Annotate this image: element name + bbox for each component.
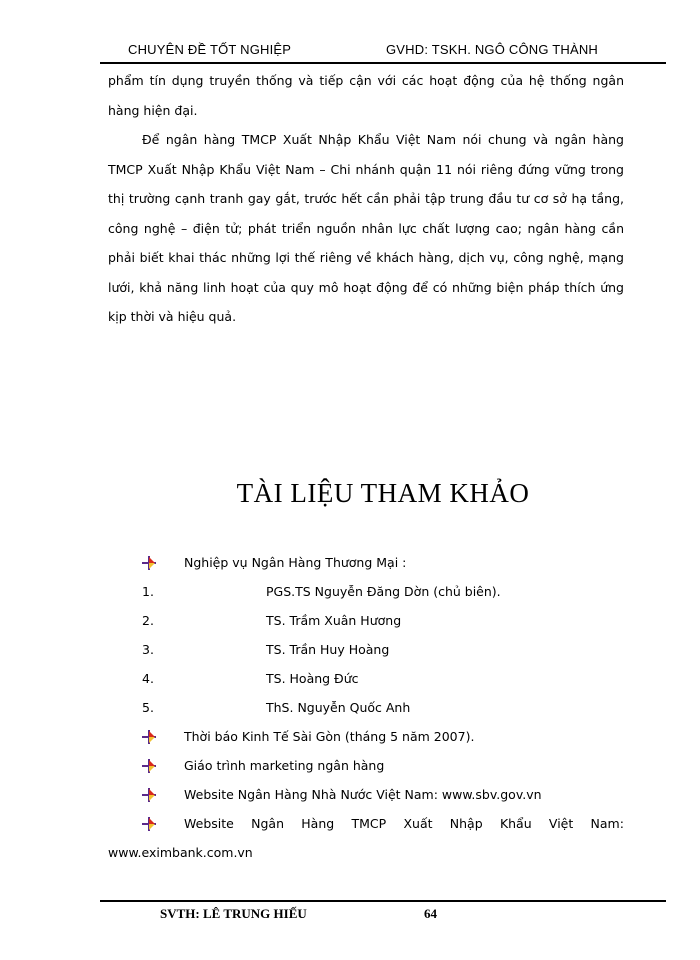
reference-item — [108, 722, 624, 751]
author-number: 4. — [142, 671, 154, 686]
author-name: PGS.TS Nguyễn Đăng Dờn (chủ biên). — [266, 584, 501, 599]
author-name: TS. Trần Huy Hoàng — [266, 642, 390, 657]
page-footer — [0, 906, 700, 926]
page-number: 64 — [424, 906, 437, 921]
arrow-bullet-icon — [142, 730, 156, 744]
reference-word: Hàng — [301, 816, 335, 831]
arrow-bullet-icon — [142, 788, 156, 802]
reference-word: Nam: — [590, 816, 624, 831]
author-row — [108, 606, 624, 635]
reference-text: Website Ngân Hàng Nhà Nước Việt Nam: www.sbv.gov.vn — [184, 787, 542, 802]
footer-author: SVTH: LÊ TRUNG HIẾU — [160, 906, 307, 921]
author-row — [108, 577, 624, 606]
header-thesis-label: CHUYÊN ĐỀ TỐT NGHIỆP — [128, 42, 292, 57]
references-title: TÀI LIỆU THAM KHẢO — [236, 478, 530, 508]
page-header — [100, 40, 666, 62]
reference-item — [108, 751, 624, 780]
reference-continuation: www.eximbank.com.vn — [108, 845, 253, 860]
arrow-bullet-icon — [142, 556, 156, 570]
header-rule — [100, 62, 666, 64]
reference-word: Ngân — [251, 816, 284, 831]
author-number: 1. — [142, 584, 154, 599]
body-paragraph-1: phẩm tín dụng truyền thống và tiếp cận với các hoạt động của hệ thống ngân hàng hiện đại. — [108, 73, 624, 118]
reference-word: Khẩu — [499, 816, 532, 831]
reference-text: Nghiệp vụ Ngân Hàng Thương Mại : — [184, 555, 407, 570]
author-number: 3. — [142, 642, 154, 657]
reference-word: TMCP — [351, 816, 387, 831]
reference-text: Giáo trình marketing ngân hàng — [184, 758, 385, 773]
author-name: TS. Trầm Xuân Hương — [266, 613, 402, 628]
body-paragraph-2: Để ngân hàng TMCP Xuất Nhập Khẩu Việt Nam nói chung và ngân hàng TMCP Xuất Nhập Khẩu Việt Nam – Chi nhánh quận 11 nói riêng đứng vững trong thị trường cạnh tranh gay gắt, trước hết cần phải tập trung đầu tư cơ sở hạ tầng, công nghệ – điện tử; phát triển nguồn nhân lực chất lượng cao; ngân hàng cần phải biết khai thác những lợi thế riêng về khách hàng, dịch vụ, công nghệ, mạng lưới, khả năng linh hoạt của quy mô hoạt động để có những biện pháp thích ứng kịp thời và hiệu quả. — [108, 132, 624, 324]
reference-word: Nhập — [449, 816, 483, 831]
author-name: ThS. Nguyễn Quốc Anh — [266, 700, 411, 715]
author-name: TS. Hoàng Đức — [266, 671, 359, 686]
reference-word: Website — [184, 816, 234, 831]
author-number: 2. — [142, 613, 154, 628]
author-row — [108, 693, 624, 722]
reference-item — [108, 809, 624, 838]
references-list — [108, 548, 624, 867]
arrow-bullet-icon — [142, 817, 156, 831]
reference-text: Thời báo Kinh Tế Sài Gòn (tháng 5 năm 2007). — [184, 729, 475, 744]
header-advisor-label: GVHD: TSKH. NGÔ CÔNG THÀNH — [386, 42, 599, 57]
reference-word: Xuất — [403, 816, 433, 831]
reference-item — [108, 548, 624, 577]
reference-text — [184, 809, 624, 838]
footer-rule — [100, 900, 666, 902]
author-row — [108, 664, 624, 693]
reference-item — [108, 780, 624, 809]
reference-word: Việt — [548, 816, 574, 831]
author-number: 5. — [142, 700, 154, 715]
author-row — [108, 635, 624, 664]
arrow-bullet-icon — [142, 759, 156, 773]
